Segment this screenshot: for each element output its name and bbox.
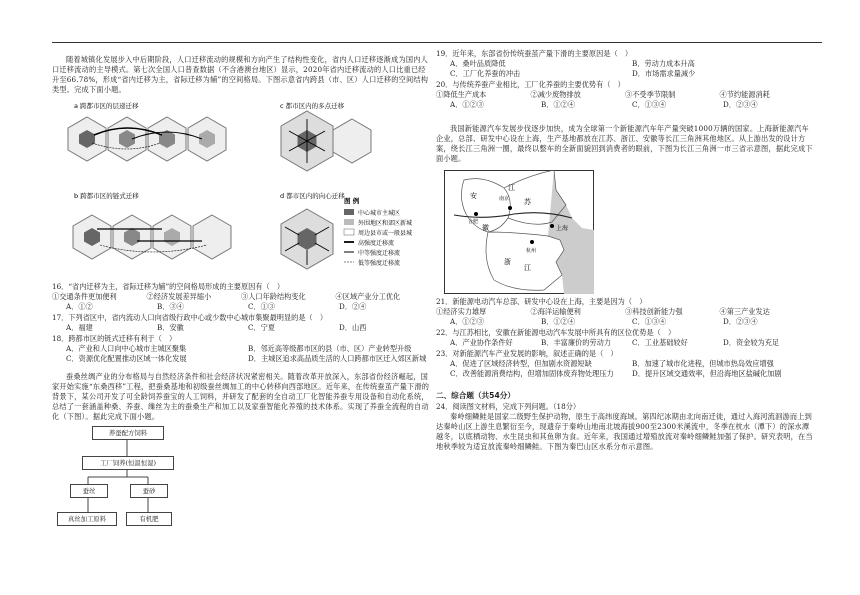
city-dot-nanjing <box>508 206 512 210</box>
q19-option-d[interactable]: D．市场需求量减少 <box>632 69 696 78</box>
flow-arrows <box>52 426 192 536</box>
legend-item-low: 低等强度迁移流 <box>358 260 401 267</box>
q21-items <box>436 307 814 317</box>
q21-stem: 21．新能源电动汽车总部、研发中心设在上海，主要是因为（ ） <box>436 297 647 306</box>
panel-b-label: b 跨都市区的链式迁移 <box>74 192 139 200</box>
legend-item-county: 周边县市或一般县城 <box>358 230 413 237</box>
q20-option-d[interactable]: D．②③④ <box>723 100 758 109</box>
q16-option-a[interactable]: A．①② <box>66 302 93 311</box>
right-column <box>436 48 814 452</box>
q22-option-b[interactable]: B．丰富廉价的劳动力 <box>541 338 611 347</box>
q20-item-1: ①降低生产成本 <box>436 90 487 99</box>
q20-options <box>436 100 814 110</box>
q20-option-a[interactable]: A．①②③ <box>450 100 484 109</box>
q18-option-c[interactable]: C．资源优化配置推动区域一体化发展 <box>66 354 187 363</box>
q16-item-3: ③人口年龄结构变化 <box>241 292 306 301</box>
q18-options-row2 <box>52 354 430 364</box>
q21-options <box>436 317 814 327</box>
q21-option-c[interactable]: C．①③④ <box>632 317 667 326</box>
left-column <box>52 48 430 536</box>
q20-item-3: ③不受季节限制 <box>625 90 676 99</box>
q21-option-d[interactable]: D．②③④ <box>723 317 758 326</box>
q20-option-b[interactable]: B．①②④ <box>541 100 576 109</box>
map-label-su: 苏 <box>524 198 531 206</box>
section-heading: 二、综合题（共54分） <box>436 391 515 400</box>
legend-item-medium: 中等强度迁移流 <box>358 250 401 257</box>
q16-item-4: ④区域产业分工优化 <box>335 292 401 301</box>
flow-branch-silk: 蚕丝 <box>70 484 108 498</box>
q24-stem: 24．阅读图文材料，完成下列问题。（18分） <box>436 402 581 411</box>
q23-option-c[interactable]: C．改善能源消费结构，但增加固体废弃物处理压力 <box>450 369 614 378</box>
q16-items <box>52 292 430 302</box>
q23-option-d[interactable]: D．提升区域交通效率，但沿海地区盐碱化加剧 <box>632 369 782 378</box>
q16-stem: 16．“省内迁移为主，省际迁移为辅”的空间格局形成的主要原因有（ ） <box>52 282 285 291</box>
q21-item-3: ③科技创新能力强 <box>625 307 683 316</box>
q19-option-c[interactable]: C．工厂化养蚕的冲击 <box>450 69 521 78</box>
q23-option-a[interactable]: A．促进了区域经济转型，但加剧水资源短缺 <box>450 359 592 368</box>
q20-item-2: ②减少废物排放 <box>530 90 581 99</box>
panel-d-label: d 都市区内的向心迁移 <box>280 192 345 200</box>
header-rule <box>52 42 822 43</box>
q23-stem: 23．对新能源汽车产业发展的影响，叙述正确的是（ ） <box>436 349 618 358</box>
q19-options-row1 <box>436 59 814 69</box>
q17-options <box>52 323 430 333</box>
ev-intro: 我国新能源汽车发展步伐逐步加快，成为全球第一个新能源汽车年产量突破1000万辆的国家。上海新能源汽车企业，总部、研发中心设在上海，生产基地都放在江苏、浙江、安徽等长江三角洲其他地区。从上游出发的设计方案，绕长江三角洲一圈，最终以整车的全新面貌回到消费者的眼前，下图为长江三角洲一市三省示意图，据此完成下面小题。 <box>436 124 813 163</box>
q17-stem: 17．下列省区中，省内流动人口向省级行政中心或少数中心城市集聚最明显的是（ ） <box>52 313 328 322</box>
legend-item-suburb: 外围地区和郊区新城 <box>358 220 413 227</box>
city-label-hefei: 合肥 <box>468 219 479 225</box>
q19-stem: 19．近年来，东部省份传统蚕茧产量下滑的主要原因是（ ） <box>436 49 633 58</box>
flow-output-fertilizer: 有机肥 <box>126 512 172 526</box>
migration-diagram <box>52 99 430 281</box>
q18-option-d[interactable]: D．主城区追求高品质生活的人口跨都市区迁入郊区新城 <box>248 354 427 363</box>
q16-item-1: ①交通条件更加便利 <box>52 292 117 301</box>
q18-option-b[interactable]: B．邻近高等级都市区的县（市、区）产业转型升级 <box>248 344 412 353</box>
legend-item-core: 中心城市主城区 <box>358 210 401 217</box>
migration-figure <box>52 99 430 281</box>
q20-items <box>436 90 814 100</box>
q19-option-a[interactable]: A．桑叶品质降低 <box>450 59 506 68</box>
map-label-zhe: 浙 <box>504 258 511 266</box>
map-label-hui: 徽 <box>482 224 489 232</box>
map-label-an: 安 <box>470 192 477 200</box>
flow-output-silk: 真丝加工原料 <box>57 512 117 526</box>
city-label-nanjing: 南京 <box>499 196 510 202</box>
q17-option-a[interactable]: A．福建 <box>66 323 93 332</box>
q18-options-row1 <box>52 344 430 354</box>
q21-option-b[interactable]: B．①②④ <box>541 317 576 326</box>
q16-option-d[interactable]: D．②④ <box>339 302 367 311</box>
yangtze-delta-map <box>444 170 814 296</box>
flow-step-factory: 工厂饲养(恒温恒湿) <box>82 456 174 470</box>
q24-text: 秦岭细鳞鲑是国家二级野生保护动物，原生于高纬度海域。第四纪冰期由北向南迁徙，通过入海河流洄游而上到达秦岭山区上游生息繁衍至今，现遗存于秦岭山地南北坡海拔900至2300米溪流中，冬季在枕水（潭下）的深水潭越冬，以底栖动物、水生昆虫和其鱼卵为食。近年来，我国通过增殖放流对秦岭细鳞鲑加强了保护。研究表明，在当地秋季较为适宜放流秦岭细鳞鲑。下图为秦巴山区水系分布示意图。 <box>436 412 813 451</box>
q22-option-c[interactable]: C．工业基础较好 <box>632 338 688 347</box>
panel-c-label: c 都市区内的多点迁移 <box>280 102 345 110</box>
city-dot-shanghai <box>550 224 554 228</box>
map-label-jiang1: 江 <box>508 184 515 192</box>
migration-intro: 随着城镇化发展步入中后期阶段，人口迁移流动的规模和方向产生了结构性变化，省内人口迁移逐渐成为国内人口迁移流动的主导模式。第七次全国人口普查数据（不含港澳台地区）显示，2020年省内迁移流动的人口比重已经升至66.78%，形成“省内迁移为主，省际迁移为辅”的空间格局。下图示意省内跨县（市、区）人口迁移的空间结构类型。完成下面小题。 <box>52 55 429 94</box>
silk-flowchart <box>52 426 430 536</box>
q16-option-b[interactable]: B．③④ <box>157 302 184 311</box>
q16-item-2: ②经济发展差异缩小 <box>146 292 212 301</box>
q19-option-b[interactable]: B．劳动力成本升高 <box>632 59 695 68</box>
q17-option-b[interactable]: B．安徽 <box>157 323 184 332</box>
q20-stem: 20．与传统养蚕产业相比，工厂化养蚕的主要优势有（ ） <box>436 80 625 89</box>
q17-option-d[interactable]: D．山西 <box>339 323 367 332</box>
flow-step-feed: 养蚕配方饲料 <box>92 426 164 440</box>
q22-stem: 22．与江苏相比，安徽在新能源电动汽车发展中所具有的区位优势是（ ） <box>436 328 676 337</box>
legend-item-high: 高强度迁移流 <box>358 240 395 247</box>
map-label-jiang2: 江 <box>524 264 531 272</box>
panel-a-label: a 跨都市区的层递迁移 <box>74 102 139 110</box>
q22-option-a[interactable]: A．产业协作条件好 <box>450 338 513 347</box>
legend-title: 图 例 <box>344 197 360 205</box>
q22-options <box>436 338 814 348</box>
q23-option-b[interactable]: B．加速了城市化进程，但城市热岛效应增强 <box>632 359 774 368</box>
city-dot-hangzhou <box>530 240 534 244</box>
q17-option-c[interactable]: C．宁夏 <box>248 323 276 332</box>
q20-item-4: ④节约能源消耗 <box>719 90 770 99</box>
city-label-shanghai: 上海 <box>556 225 569 232</box>
city-dot-hefei <box>474 212 478 216</box>
q21-item-1: ①经济实力雄厚 <box>436 307 487 316</box>
q19-options-row2 <box>436 69 814 79</box>
q23-options-row2 <box>436 369 814 379</box>
silk-intro: 蚕桑丝绸产业的分布格局与自然经济条件和社会经济状况紧密相关。随着改革开放深入，东部省份经济崛起，国家开始实施“东桑西移”工程，把蚕桑基地和初级蚕丝绸加工的中心转移向西部地区。近年来，在传统蚕茧产量下滑的背景下，某公司开发了可全龄饲养蚕宝的人工饲料，并研发了配套的全自动工厂化智能养蚕专用设备和自动化系统，总结了一套涵盖种桑、养蚕、缫丝为主的蚕桑生产和加工以及家蚕智能化养殖的技术体系。实现了养蚕全流程的自动化（下图）。据此完成下面小题。 <box>52 372 430 421</box>
map-svg <box>444 170 594 294</box>
q18-stem: 18．跨都市区的链式迁移有利于（ ） <box>52 334 177 343</box>
flow-branch-frass: 蚕砂 <box>130 484 168 498</box>
q20-option-c[interactable]: C．①③④ <box>632 100 667 109</box>
q21-item-4: ④第三产业发达 <box>719 307 770 316</box>
q16-option-c[interactable]: C．①③ <box>248 302 276 311</box>
q18-option-a[interactable]: A．产业和人口向中心城市主城区聚集 <box>66 344 187 353</box>
q21-option-a[interactable]: A．①②③ <box>450 317 484 326</box>
q22-option-d[interactable]: D．资金较为充足 <box>723 338 780 347</box>
city-label-hangzhou: 杭州 <box>526 248 537 254</box>
q23-options-row1 <box>436 359 814 369</box>
q21-item-2: ②海洋运输便利 <box>530 307 581 316</box>
q16-options <box>52 302 430 312</box>
